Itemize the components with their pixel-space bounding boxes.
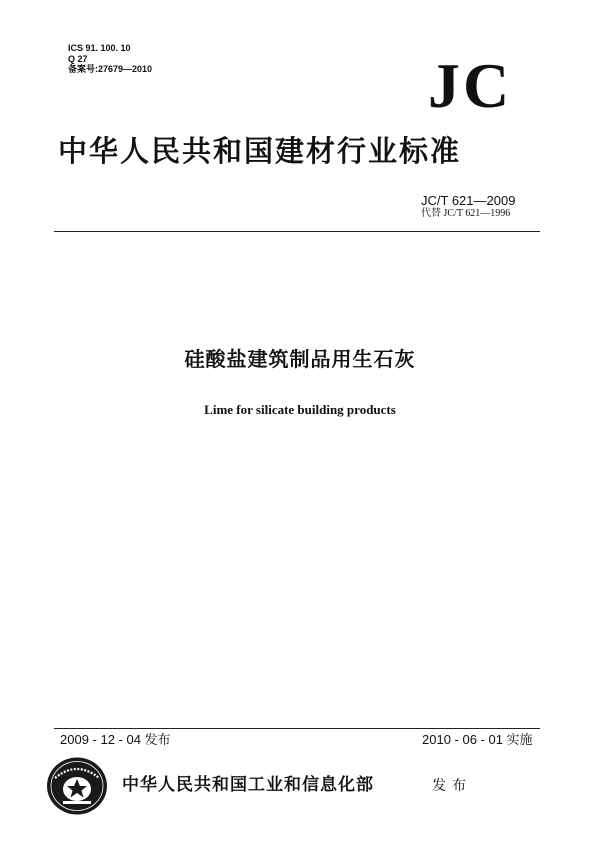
record-number: 备案号:27679—2010 (68, 64, 153, 74)
footer-divider (54, 728, 540, 729)
publish-label: 发布 (432, 778, 472, 794)
implementation-date: 2010 - 06 - 01 实施 (422, 732, 533, 747)
replaces-standard: 代替 JC/T 621—1996 (421, 208, 511, 219)
document-title-cn: 硅酸盐建筑制品用生石灰 (184, 347, 416, 371)
ics-code: ICS 91. 100. 10 (68, 43, 131, 53)
document-title-en: Lime for silicate building products (204, 402, 396, 417)
standard-category-title: 中华人民共和国建材行业标准 (58, 134, 462, 168)
jc-logo: JC (428, 50, 513, 121)
issue-date: 2009 - 12 - 04 发布 (60, 732, 171, 747)
publisher-name: 中华人民共和国工业和信息化部 (122, 775, 374, 795)
ccs-code: Q 27 (68, 54, 88, 64)
standard-number: JC/T 621—2009 (421, 193, 516, 208)
header-divider (54, 231, 540, 232)
ministry-seal-icon (46, 756, 108, 816)
